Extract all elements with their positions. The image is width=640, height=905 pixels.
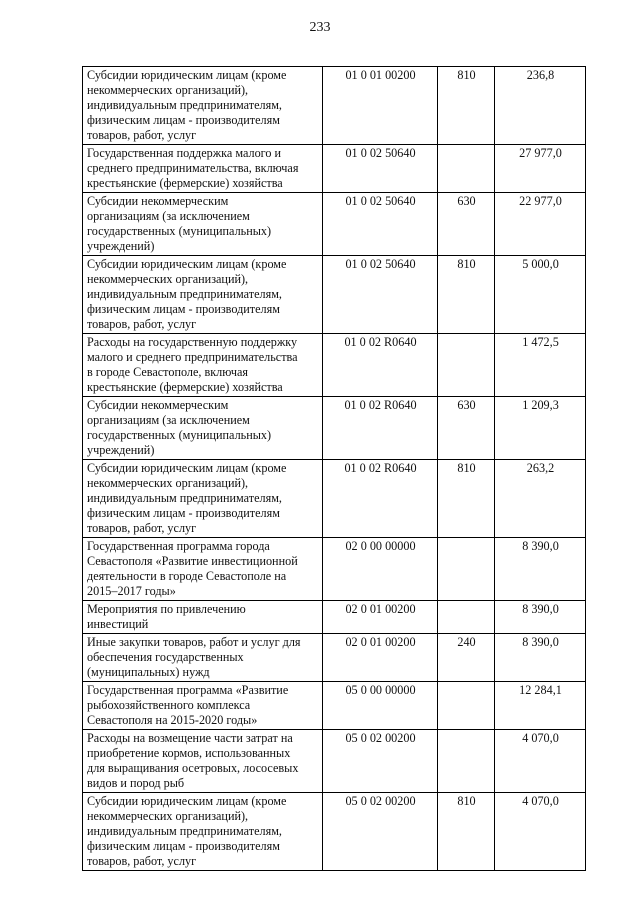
expense-type-cell: 630 (438, 193, 495, 256)
expense-type-cell: 810 (438, 67, 495, 145)
table-row (83, 793, 586, 871)
amount-cell: 263,2 (495, 460, 586, 538)
amount-cell: 1 472,5 (495, 334, 586, 397)
table-row (83, 634, 586, 682)
table-row (83, 145, 586, 193)
target-code-cell: 01 0 01 00200 (323, 67, 438, 145)
expense-name-cell: Государственная программа города Севастополя «Развитие инвестиционной деятельности в городе Севастополе на 2015–2017 годы» (83, 538, 323, 601)
table-row (83, 256, 586, 334)
expense-name-cell: Государственная программа «Развитие рыбохозяйственного комплекса Севастополя на 2015-2020 годы» (83, 682, 323, 730)
page-number: 233 (309, 20, 331, 35)
amount-cell: 236,8 (495, 67, 586, 145)
target-code-cell: 01 0 02 R0640 (323, 334, 438, 397)
amount-cell: 8 390,0 (495, 538, 586, 601)
expense-name-cell: Иные закупки товаров, работ и услуг для обеспечения государственных (муниципальных) нужд (83, 634, 323, 682)
expense-type-cell: 810 (438, 460, 495, 538)
table-row (83, 601, 586, 634)
expense-name-cell: Мероприятия по привлечению инвестиций (83, 601, 323, 634)
amount-cell: 12 284,1 (495, 682, 586, 730)
target-code-cell: 05 0 02 00200 (323, 793, 438, 871)
expense-type-cell: 810 (438, 793, 495, 871)
table-row (83, 334, 586, 397)
target-code-cell: 01 0 02 R0640 (323, 460, 438, 538)
expense-type-cell (438, 538, 495, 601)
table-row (83, 193, 586, 256)
expense-name-cell: Государственная поддержка малого и среднего предпринимательства, включая крестьянские (фермерские) хозяйства (83, 145, 323, 193)
expense-name-cell: Расходы на государственную поддержку малого и среднего предпринимательства в городе Севастополе, включая крестьянские (фермерские) хозяйства (83, 334, 323, 397)
table-row (83, 538, 586, 601)
table-row (83, 67, 586, 145)
amount-cell: 8 390,0 (495, 601, 586, 634)
expense-type-cell: 240 (438, 634, 495, 682)
target-code-cell: 01 0 02 50640 (323, 256, 438, 334)
amount-cell: 22 977,0 (495, 193, 586, 256)
target-code-cell: 01 0 02 50640 (323, 193, 438, 256)
target-code-cell: 05 0 02 00200 (323, 730, 438, 793)
expense-name-cell: Расходы на возмещение части затрат на приобретение кормов, использованных для выращивания осетровых, лососевых видов и пород рыб (83, 730, 323, 793)
target-code-cell: 02 0 01 00200 (323, 634, 438, 682)
expense-name-cell: Субсидии юридическим лицам (кроме некоммерческих организаций), индивидуальным предпринимателям, физическим лицам - производителям товаров, работ, услуг (83, 256, 323, 334)
expense-type-cell (438, 682, 495, 730)
amount-cell: 4 070,0 (495, 730, 586, 793)
expense-name-cell: Субсидии юридическим лицам (кроме некоммерческих организаций), индивидуальным предпринимателям, физическим лицам - производителям товаров, работ, услуг (83, 793, 323, 871)
expense-type-cell: 810 (438, 256, 495, 334)
target-code-cell: 01 0 02 50640 (323, 145, 438, 193)
expense-type-cell (438, 334, 495, 397)
target-code-cell: 02 0 01 00200 (323, 601, 438, 634)
expense-type-cell (438, 601, 495, 634)
table-row (83, 397, 586, 460)
expense-name-cell: Субсидии юридическим лицам (кроме некоммерческих организаций), индивидуальным предпринимателям, физическим лицам - производителям товаров, работ, услуг (83, 460, 323, 538)
amount-cell: 8 390,0 (495, 634, 586, 682)
table-row (83, 682, 586, 730)
budget-table (82, 66, 586, 871)
target-code-cell: 01 0 02 R0640 (323, 397, 438, 460)
amount-cell: 5 000,0 (495, 256, 586, 334)
amount-cell: 1 209,3 (495, 397, 586, 460)
expense-name-cell: Субсидии юридическим лицам (кроме некоммерческих организаций), индивидуальным предпринимателям, физическим лицам - производителям товаров, работ, услуг (83, 67, 323, 145)
amount-cell: 4 070,0 (495, 793, 586, 871)
expense-name-cell: Субсидии некоммерческим организациям (за исключением государственных (муниципальных) учреждений) (83, 193, 323, 256)
target-code-cell: 02 0 00 00000 (323, 538, 438, 601)
amount-cell: 27 977,0 (495, 145, 586, 193)
target-code-cell: 05 0 00 00000 (323, 682, 438, 730)
expense-type-cell (438, 145, 495, 193)
expense-name-cell: Субсидии некоммерческим организациям (за исключением государственных (муниципальных) учреждений) (83, 397, 323, 460)
table-row (83, 460, 586, 538)
expense-type-cell (438, 730, 495, 793)
expense-type-cell: 630 (438, 397, 495, 460)
table-row (83, 730, 586, 793)
